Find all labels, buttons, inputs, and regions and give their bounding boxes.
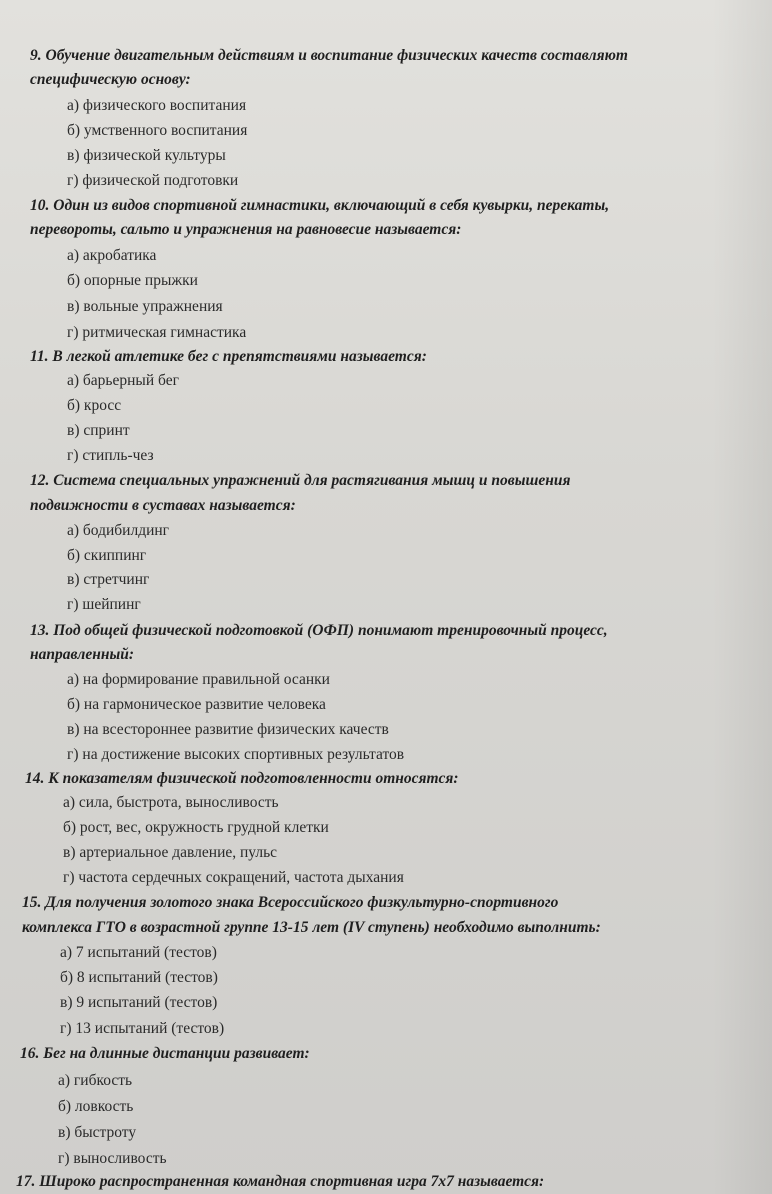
question-12-option-d: г) шейпинг [67,596,141,613]
question-10-option-b: б) опорные прыжки [67,272,198,289]
paper-shadow [712,0,772,1194]
question-10-option-d: г) ритмическая гимнастика [67,324,247,341]
question-9-option-c: в) физической культуры [67,147,226,164]
question-15-title: 15. Для получения золотого знака Всероссийского физкультурно-спортивного [22,894,559,911]
question-13-option-d: г) на достижение высоких спортивных результатов [67,746,405,763]
question-13-title: 13. Под общей физической подготовкой (ОФП) понимают тренировочный процесс, [30,622,608,639]
question-9-option-d: г) физической подготовки [67,172,239,189]
question-10-title: 10. Один из видов спортивной гимнастики, включающий в себя кувырки, перекаты, [30,197,610,214]
question-16-option-b: б) ловкость [58,1098,134,1115]
question-15-title-cont: комплекса ГТО в возрастной группе 13-15 лет (IV ступень) необходимо выполнить: [22,919,601,936]
question-9-title-cont: специфическую основу: [30,71,191,88]
question-15-option-b: б) 8 испытаний (тестов) [60,969,218,986]
question-10-title-cont: перевороты, сальто и упражнения на равновесие называется: [30,221,462,238]
question-11-option-d: г) стипль-чез [67,447,154,464]
question-14-option-b: б) рост, вес, окружность грудной клетки [63,819,329,836]
question-9-option-a: а) физического воспитания [67,97,247,114]
question-16-title: 16. Бег на длинные дистанции развивает: [20,1045,310,1062]
question-17-title: 17. Широко распространенная командная спортивная игра 7х7 называется: [16,1173,545,1190]
question-16-option-d: г) выносливость [58,1150,167,1167]
question-9-option-b: б) умственного воспитания [67,122,248,139]
question-12-title-cont: подвижности в суставах называется: [30,497,296,514]
question-14-option-d: г) частота сердечных сокращений, частота дыхания [63,869,404,886]
question-11-option-c: в) спринт [67,422,130,439]
question-11-option-a: а) барьерный бег [67,372,179,389]
question-16-option-c: в) быстроту [58,1124,137,1141]
question-14-title: 14. К показателям физической подготовленности относятся: [25,770,459,787]
question-13-title-cont: направленный: [30,646,134,663]
question-13-option-c: в) на всестороннее развитие физических качеств [67,721,389,738]
question-15-option-c: в) 9 испытаний (тестов) [60,994,218,1011]
question-12-option-b: б) скиппинг [67,547,147,564]
question-13-option-a: а) на формирование правильной осанки [67,671,330,688]
question-10-option-c: в) вольные упражнения [67,298,223,315]
question-14-option-c: в) артериальное давление, пульс [63,844,278,861]
question-11-title: 11. В легкой атлетике бег с препятствиями называется: [30,348,427,365]
question-12-option-c: в) стретчинг [67,571,150,588]
question-11-option-b: б) кросс [67,397,122,414]
question-10-option-a: а) акробатика [67,247,157,264]
question-15-option-a: а) 7 испытаний (тестов) [60,944,217,961]
question-12-title: 12. Система специальных упражнений для растягивания мышц и повышения [30,472,571,489]
question-9-title: 9. Обучение двигательным действиям и воспитание физических качеств составляют [30,47,628,64]
question-12-option-a: а) бодибилдинг [67,522,170,539]
question-16-option-a: а) гибкость [58,1072,133,1089]
question-14-option-a: а) сила, быстрота, выносливость [63,794,279,811]
question-13-option-b: б) на гармоническое развитие человека [67,696,326,713]
question-15-option-d: г) 13 испытаний (тестов) [60,1020,225,1037]
